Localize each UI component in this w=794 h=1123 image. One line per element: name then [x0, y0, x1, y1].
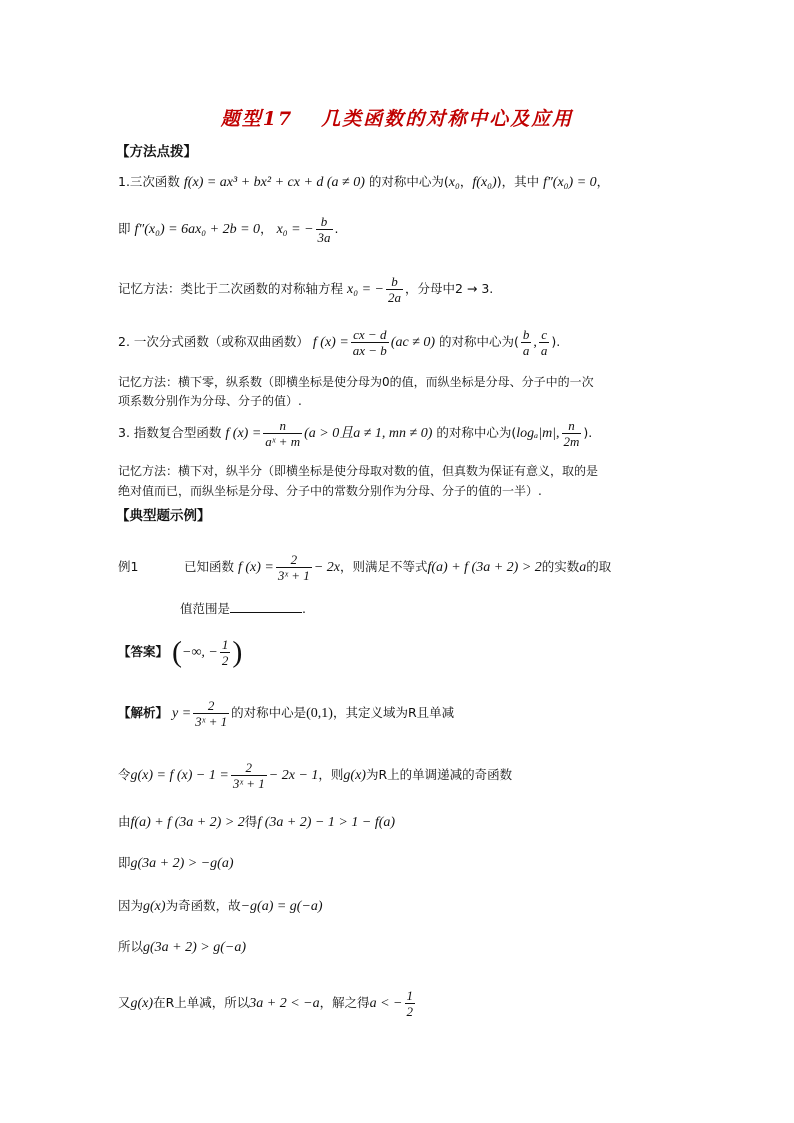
analysis-line-2: 令g(x) = f (x) − 1 = $\frac{2}{\text{3ˣ + 1}}$ − 2x − 1，则g(x)为R上的单调递减的奇函数 — [118, 760, 513, 791]
fraction: $\frac{c}{a}$ — [540, 327, 548, 358]
example-label: 例1 — [118, 559, 139, 574]
method-item-1: 1.三次函数 f(x) = ax³ + bx² + cx + d (a ≠ 0) 的对称中心为(x₀，f(x₀))，其中 f″(x₀) = 0， — [118, 174, 610, 190]
answer-blank — [230, 598, 302, 613]
memory-method-3-line1: 记忆方法：横下对，纵半分（即横坐标是使分母取对数的值，但真数为保证有意义，取的是 — [118, 464, 599, 478]
method-item-2: 2. 一次分式函数（或称双曲函数） f (x) = $\frac{cx - d}{ax - b}$ (ac ≠ 0) 的对称中心为( $\frac{b}{a}$ , $\frac{c}{a}$ ). — [118, 327, 561, 358]
analysis-line-7: 又g(x)在R上单减，所以3a + 2 < −a，解之得a < − $\frac{1}{2}$ — [118, 988, 414, 1019]
fraction: $\frac{b}{2a}$ — [387, 274, 401, 305]
fraction: $\frac{2}{\text{3ˣ + 1}}$ — [195, 698, 228, 729]
fraction: $\frac{2}{\text{3ˣ + 1}}$ — [232, 760, 265, 791]
section-method-heading: 【方法点拨】 — [116, 144, 197, 160]
title-number: 题型17 — [220, 108, 294, 130]
method-item-3: 3. 指数复合型函数 f (x) = $\frac{n}{\text{aˣ + m}}$ (a > 0且a ≠ 1, mn ≠ 0) 的对称中心为(logₐ|m|, $\frac{n}{2m}$ ). — [118, 418, 593, 449]
analysis-line-5: 因为g(x)为奇函数，故−g(a) = g(−a) — [118, 898, 323, 914]
analysis-line-3: 由f(a) + f (3a + 2) > 2得f (3a + 2) − 1 > 1 − f(a) — [118, 814, 396, 830]
memory-method-3-line2: 绝对值而已，而纵坐标是分母、分子中的常数分别作为分母、分子的值的一半）. — [118, 484, 542, 498]
fraction: $\frac{1}{2}$ — [221, 637, 229, 668]
fraction: $\frac{2}{\text{3ˣ + 1}}$ — [277, 552, 310, 583]
example-1: 例1 已知函数 f (x) = $\frac{2}{\text{3ˣ + 1}}$ − 2x，则满足不等式f(a) + f (3a + 2) > 2的实数a的取 — [118, 552, 612, 583]
memory-method-2-line1: 记忆方法：横下零，纵系数（即横坐标是使分母为0的值，而纵坐标是分母、分子中的一次 — [118, 375, 594, 389]
section-examples-heading: 【典型题示例】 — [116, 508, 211, 524]
answer: 【答案】 (−∞, − $\frac{1}{2}$ ) — [118, 635, 243, 669]
memory-method-1: 记忆方法：类比于二次函数的对称轴方程 x₀ = − $\frac{b}{2a}$ ，分母中2 → 3. — [118, 274, 494, 305]
method-item-1-line2: 即 f″(x₀) = 6ax₀ + 2b = 0， x₀ = − $\frac{b}{3a}$ . — [118, 214, 339, 245]
fraction: $\frac{n}{\text{aˣ + m}}$ — [265, 418, 301, 449]
analysis-line-1: 【解析】 y = $\frac{2}{\text{3ˣ + 1}}$ 的对称中心是(0,1)，其定义域为R且单减 — [118, 698, 455, 729]
fraction: $\frac{cx - d}{ax - b}$ — [352, 327, 387, 358]
fraction: $\frac{1}{2}$ — [406, 988, 414, 1019]
fraction: $\frac{b}{3a}$ — [317, 214, 331, 245]
analysis-label: 【解析】 — [118, 705, 169, 720]
analysis-line-4: 即g(3a + 2) > −g(a) — [118, 855, 234, 871]
fraction: $\frac{n}{2m}$ — [563, 418, 580, 449]
title-text: 几类函数的对称中心及应用 — [321, 108, 574, 130]
answer-label: 【答案】 — [118, 644, 169, 659]
page-title — [0, 104, 794, 131]
analysis-line-6: 所以g(3a + 2) > g(−a) — [118, 939, 247, 955]
example-1-line2: 值范围是 . — [180, 598, 306, 619]
fraction: $\frac{b}{a}$ — [522, 327, 530, 358]
memory-method-2-line2: 项系数分别作为分母、分子的值）. — [118, 394, 302, 408]
